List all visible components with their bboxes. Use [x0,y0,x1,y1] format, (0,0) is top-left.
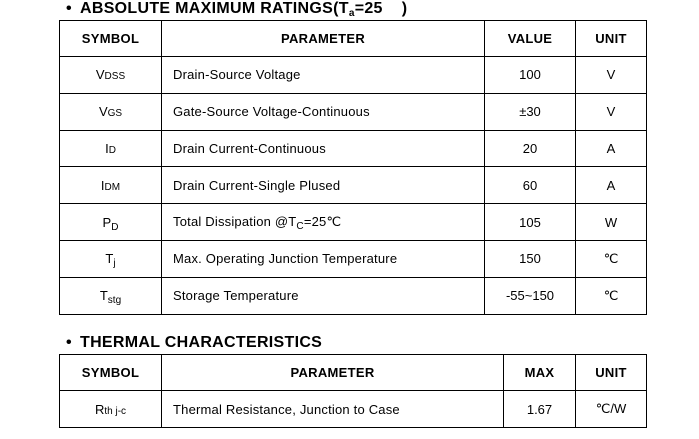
symbol-cell [60,130,162,167]
header-value: VALUE [485,21,576,57]
bullet-icon: • [66,0,72,17]
header-max: MAX [504,355,576,391]
symbol-sub: D [111,221,119,233]
symbol-sub: DM [104,181,121,193]
header-unit: UNIT [576,355,647,391]
table-row [60,277,647,314]
abs-max-title-suffix: =25 ) [354,0,408,17]
symbol-main: V [95,67,105,83]
bullet-icon: • [66,334,72,351]
value-cell: -55~150 [485,277,576,314]
symbol-main: T [105,251,114,267]
table-row [60,204,647,241]
abs-max-title-prefix: ABSOLUTE MAXIMUM RATINGS(T [80,0,349,17]
symbol-sub: th j-c [104,405,127,417]
parameter-cell: Drain-Source Voltage [162,57,485,94]
abs-max-table [59,20,647,315]
value-cell: 1.67 [504,391,576,428]
symbol-main: V [98,104,108,120]
unit-cell: W [576,204,647,241]
unit-cell: ℃ [576,240,647,277]
parameter-cell: Gate-Source Voltage-Continuous [162,93,485,130]
symbol-cell [60,93,162,130]
value-cell: 150 [485,240,576,277]
header-parameter: PARAMETER [162,355,504,391]
unit-cell: V [576,93,647,130]
symbol-main: I [105,140,109,156]
header-symbol: SYMBOL [60,21,162,57]
symbol-main: I [100,177,105,193]
header-symbol: SYMBOL [60,355,162,391]
parameter-cell: Max. Operating Junction Temperature [162,240,485,277]
parameter-cell: Drain Current-Single Plused [162,167,485,204]
symbol-main: T [99,288,108,304]
symbol-sub: j [113,258,116,270]
thermal-table [59,354,647,428]
value-cell: 20 [485,130,576,167]
unit-cell: ℃ [576,277,647,314]
table-row [60,167,647,204]
value-cell: 100 [485,57,576,94]
symbol-cell [60,240,162,277]
value-cell: ±30 [485,93,576,130]
unit-cell: A [576,167,647,204]
symbol-cell [60,57,162,94]
table-row [60,57,647,94]
parameter-cell: Drain Current-Continuous [162,130,485,167]
parameter-suffix: =25℃ [303,214,342,230]
thermal-header-row [60,355,647,391]
symbol-cell [60,204,162,241]
value-cell: 60 [485,167,576,204]
thermal-title-text: THERMAL CHARACTERISTICS [80,334,323,351]
unit-cell: A [576,130,647,167]
unit-cell: ℃/W [576,391,647,428]
header-parameter: PARAMETER [162,21,485,57]
symbol-sub: GS [107,108,123,120]
parameter-cell: Storage Temperature [162,277,485,314]
abs-max-header-row [60,21,647,57]
symbol-cell [60,277,162,314]
abs-max-title-sub: a [348,8,355,19]
symbol-sub: stg [107,295,122,307]
symbol-sub: DSS [104,71,126,83]
symbol-cell [60,167,162,204]
table-row [60,93,647,130]
symbol-cell [60,391,162,428]
value-cell: 105 [485,204,576,241]
symbol-main: R [94,401,105,417]
thermal-title [66,334,322,352]
abs-max-title [66,0,407,18]
table-row [60,391,647,428]
table-row [60,240,647,277]
unit-cell: V [576,57,647,94]
parameter-cell: Thermal Resistance, Junction to Case [162,391,504,428]
parameter-cell [162,204,485,241]
symbol-main: P [102,214,112,230]
parameter-sub: C [296,221,304,233]
symbol-sub: D [108,144,116,156]
table-row [60,130,647,167]
header-unit: UNIT [576,21,647,57]
parameter-prefix: Total Dissipation @T [173,214,297,230]
